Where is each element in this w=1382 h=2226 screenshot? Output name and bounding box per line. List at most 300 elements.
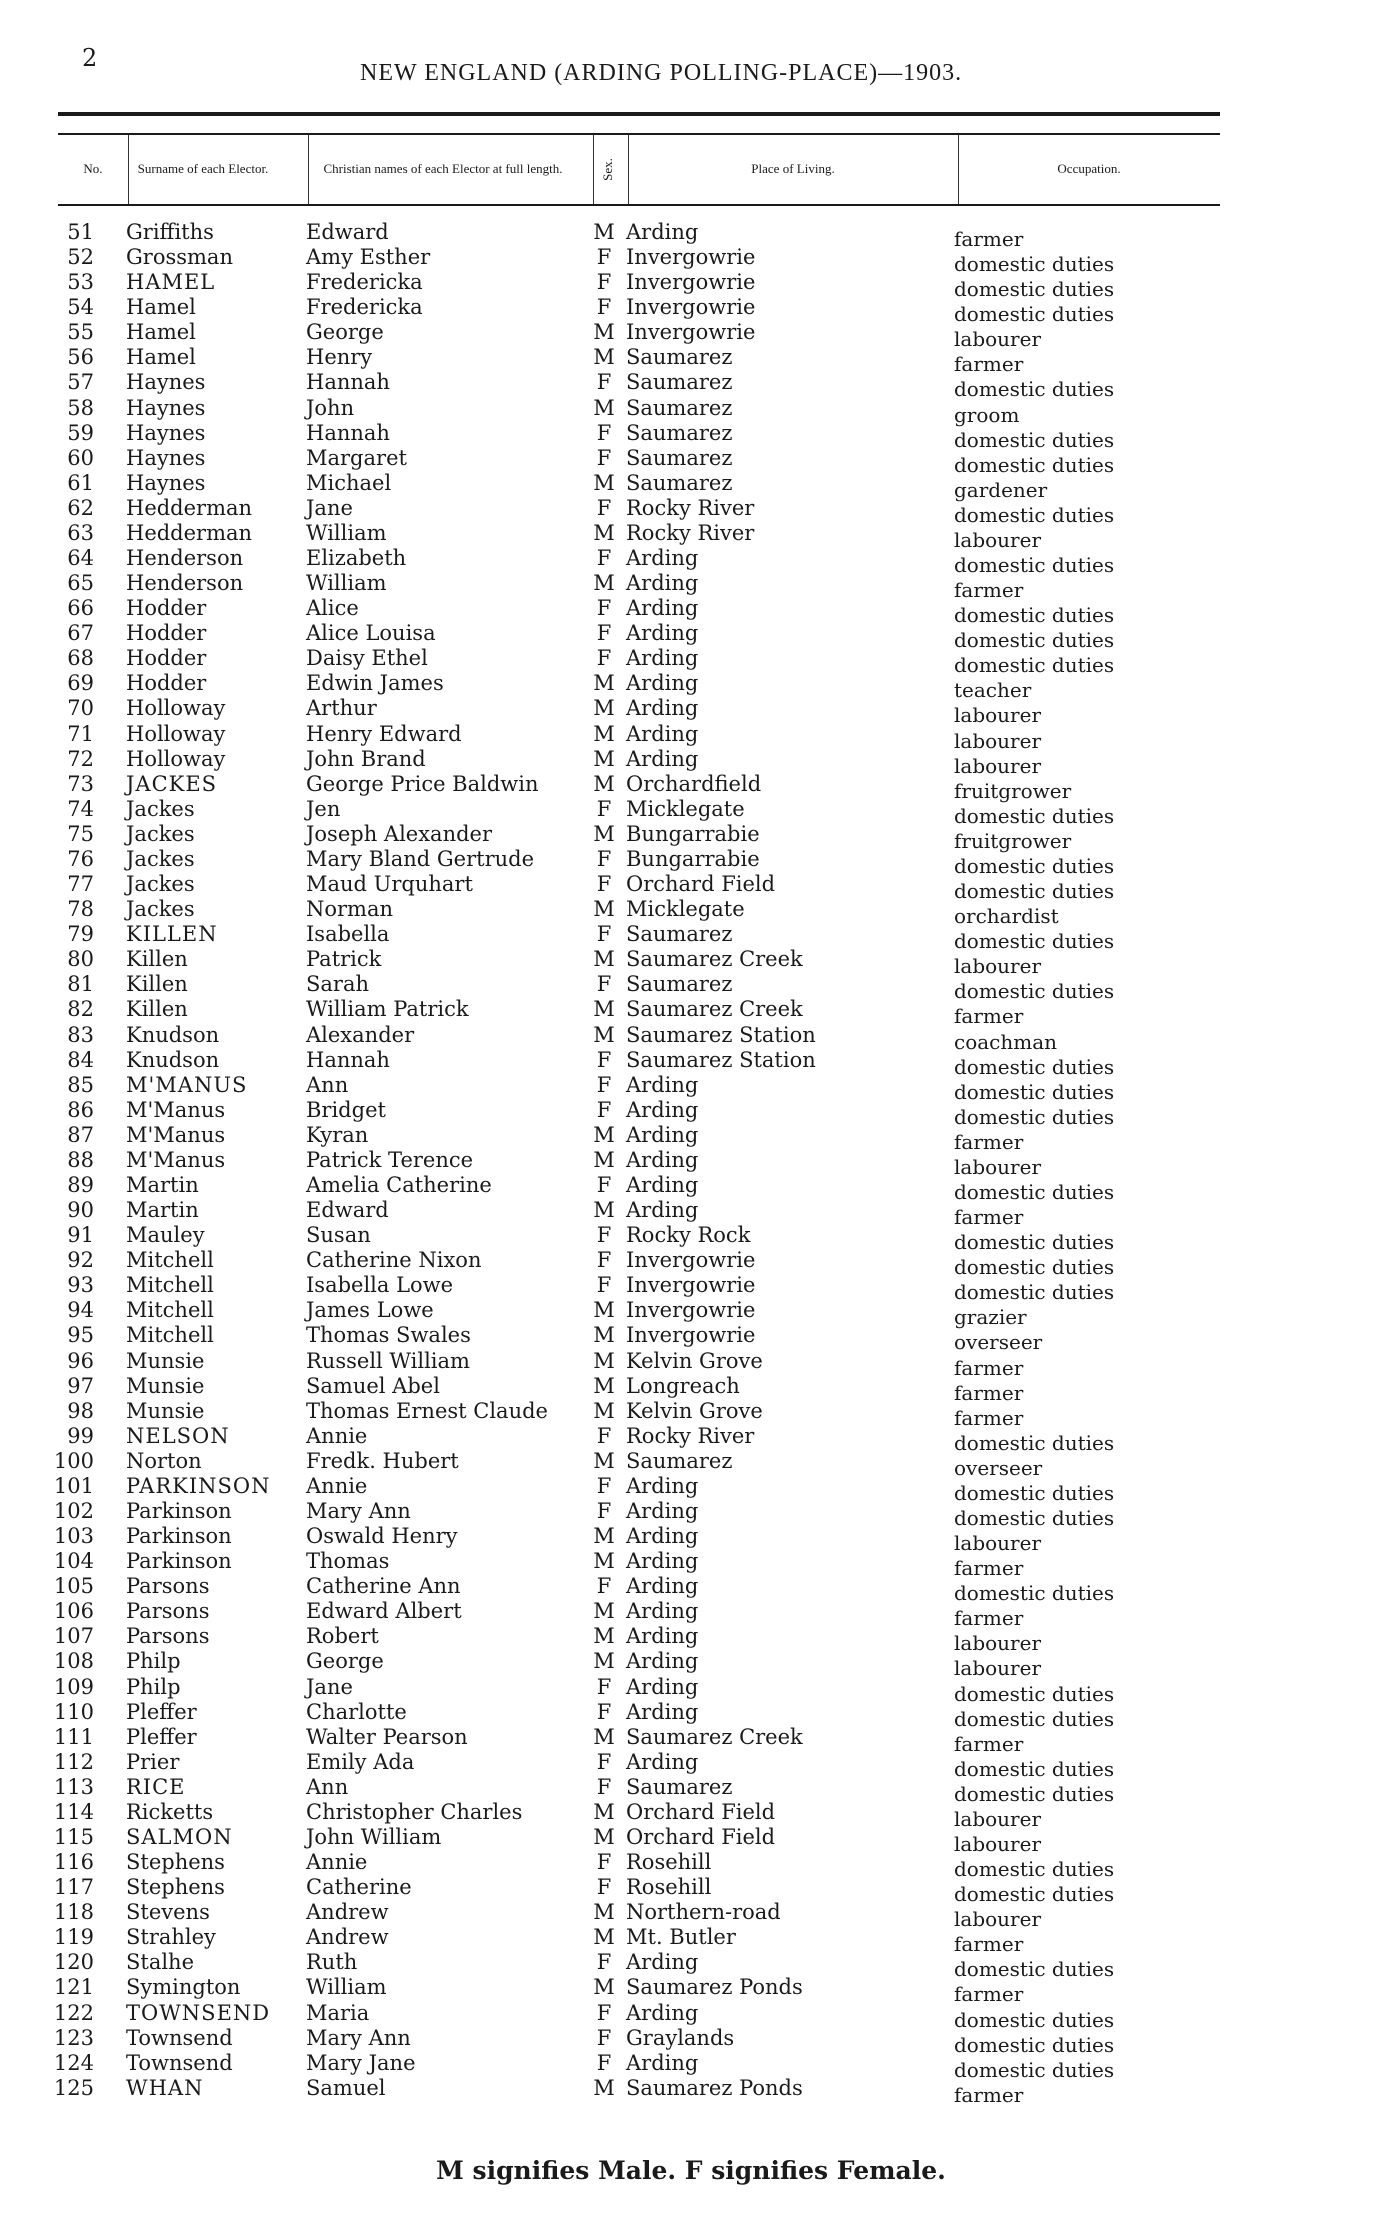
elector-occupation: grazier [954,1305,1027,1330]
elector-surname: Haynes [126,420,206,445]
elector-occupation: domestic duties [954,1480,1115,1505]
elector-place: Saumarez [626,470,733,495]
table-row [0,646,1382,678]
elector-surname: Haynes [126,370,206,395]
elector-sex: F [596,495,612,520]
header-bottom-rule [58,204,1220,206]
elector-number: 103 [53,1524,94,1549]
elector-surname: KILLEN [126,922,218,947]
elector-sex: M [593,1549,615,1574]
elector-sex: M [593,1799,615,1824]
table-row [0,1749,1382,1781]
table-row [0,746,1382,778]
elector-surname: Killen [126,972,188,997]
elector-christian-names: George [306,320,384,345]
elector-sex: F [596,1097,612,1122]
elector-number: 73 [67,771,94,796]
elector-sex: F [596,1473,612,1498]
elector-surname: Martin [126,1198,199,1223]
table-row [0,1423,1382,1455]
elector-surname: Stalhe [126,1950,195,1975]
elector-occupation: domestic duties [954,1756,1115,1781]
elector-place: Bungarrabie [626,846,760,871]
elector-number: 74 [67,796,94,821]
elector-occupation: labourer [954,527,1042,552]
elector-place: Invergowrie [626,1248,756,1273]
elector-number: 118 [53,1900,94,1925]
elector-christian-names: George [306,1649,384,1674]
elector-sex: F [596,1699,612,1724]
elector-christian-names: Bridget [306,1097,386,1122]
elector-christian-names: George Price Baldwin [306,771,539,796]
elector-occupation: domestic duties [954,1280,1115,1305]
elector-sex: F [596,1574,612,1599]
elector-place: Rocky River [626,495,755,520]
elector-christian-names: Henry [306,345,373,370]
elector-surname: Mauley [126,1223,205,1248]
elector-occupation: gardener [954,477,1048,502]
table-row [0,1448,1382,1480]
elector-number: 123 [53,2025,94,2050]
elector-occupation: labourer [954,1806,1042,1831]
elector-surname: HAMEL [126,270,216,295]
elector-surname: Hodder [126,646,207,671]
elector-christian-names: Annie [306,1473,368,1498]
elector-christian-names: Edward [306,1198,389,1223]
elector-occupation: domestic duties [954,1255,1115,1280]
table-row [0,1799,1382,1831]
table-row [0,370,1382,402]
elector-occupation: farmer [954,1004,1024,1029]
elector-surname: Killen [126,997,188,1022]
elector-christian-names: William [306,1975,387,2000]
elector-sex: M [593,1373,615,1398]
elector-number: 51 [67,220,94,244]
elector-occupation: domestic duties [954,252,1115,277]
elector-occupation: domestic duties [954,427,1115,452]
elector-christian-names: John Brand [306,746,426,771]
elector-place: Arding [626,596,699,621]
header-top-rule [58,112,1220,116]
elector-surname: Philp [126,1649,181,1674]
elector-occupation: labourer [954,753,1042,778]
elector-occupation: domestic duties [954,1581,1115,1606]
elector-christian-names: Fredk. Hubert [306,1448,459,1473]
elector-place: Arding [626,571,699,596]
elector-number: 115 [53,1825,94,1849]
elector-surname: Stephens [126,1850,225,1875]
elector-sex: M [593,1975,615,2000]
table-header [58,135,1220,204]
elector-surname: M'MANUS [126,1072,248,1097]
elector-number: 90 [67,1198,94,1223]
elector-number: 91 [67,1223,94,1248]
elector-surname: Knudson [126,1022,220,1047]
elector-sex: M [593,1825,615,1849]
elector-number: 69 [67,671,94,696]
table-row [0,846,1382,878]
elector-sex: F [596,646,612,671]
elector-occupation: farmer [954,578,1024,603]
elector-christian-names: Maud Urquhart [306,872,473,897]
elector-place: Arding [626,1524,699,1549]
table-row [0,1097,1382,1129]
elector-occupation: domestic duties [954,2007,1115,2032]
elector-place: Arding [626,1498,699,1523]
table-row [0,821,1382,853]
table-row [0,1574,1382,1606]
elector-occupation: labourer [954,703,1042,728]
elector-surname: Holloway [126,721,226,746]
elector-occupation: domestic duties [954,1957,1115,1982]
elector-christian-names: Thomas Ernest Claude [306,1398,548,1423]
table-row [0,245,1382,277]
elector-surname: Grossman [126,245,233,270]
elector-surname: Jackes [126,846,195,871]
elector-number: 81 [67,972,94,997]
elector-surname: Townsend [126,2025,233,2050]
elector-christian-names: John William [306,1825,442,1849]
elector-christian-names: Walter Pearson [306,1724,468,1749]
table-row [0,897,1382,929]
header-christian-names: Christian names of each Elector at full length. [323,161,563,177]
elector-surname: WHAN [126,2075,204,2100]
elector-number: 121 [53,1975,94,2000]
elector-christian-names: Elizabeth [306,546,407,571]
elector-number: 104 [53,1549,94,1574]
elector-christian-names: Thomas [306,1549,390,1574]
elector-christian-names: Ann [306,1072,349,1097]
elector-sex: F [596,2050,612,2075]
elector-number: 84 [67,1047,94,1072]
elector-christian-names: Susan [306,1223,371,1248]
elector-occupation: labourer [954,954,1042,979]
elector-sex: F [596,295,612,320]
table-row [0,2050,1382,2082]
elector-sex: F [596,596,612,621]
elector-occupation: domestic duties [954,1681,1115,1706]
elector-christian-names: Kyran [306,1122,369,1147]
elector-sex: M [593,997,615,1022]
elector-number: 96 [67,1348,94,1373]
elector-number: 60 [67,445,94,470]
elector-sex: M [593,1624,615,1649]
table-row [0,1223,1382,1255]
elector-occupation: domestic duties [954,377,1115,402]
elector-christian-names: Henry Edward [306,721,462,746]
elector-christian-names: Arthur [306,696,377,721]
elector-place: Arding [626,2050,699,2075]
table-row [0,1273,1382,1305]
elector-place: Saumarez Creek [626,997,803,1022]
elector-number: 97 [67,1373,94,1398]
elector-number: 67 [67,621,94,646]
elector-place: Rosehill [626,1850,712,1875]
elector-number: 72 [67,746,94,771]
table-row [0,571,1382,603]
elector-sex: F [596,1172,612,1197]
elector-place: Saumarez [626,420,733,445]
elector-place: Arding [626,1574,699,1599]
elector-sex: F [596,1498,612,1523]
elector-surname: Mitchell [126,1298,214,1323]
table-row [0,1724,1382,1756]
page-number: 2 [82,44,98,72]
elector-occupation: farmer [954,1380,1024,1405]
elector-occupation: overseer [954,1455,1043,1480]
elector-place: Kelvin Grove [626,1348,763,1373]
table-row [0,1248,1382,1280]
elector-sex: F [596,1950,612,1975]
elector-surname: Mitchell [126,1323,214,1348]
elector-sex: M [593,2075,615,2100]
elector-place: Micklegate [626,796,745,821]
elector-surname: Strahley [126,1925,216,1950]
elector-number: 102 [53,1498,94,1523]
table-row [0,1975,1382,2007]
elector-place: Orchard Field [626,1799,776,1824]
elector-place: Arding [626,746,699,771]
elector-surname: Prier [126,1749,180,1774]
elector-christian-names: Amy Esther [306,245,431,270]
elector-number: 56 [67,345,94,370]
elector-christian-names: Hannah [306,370,390,395]
elector-surname: Parsons [126,1574,210,1599]
elector-sex: F [596,1423,612,1448]
table-row [0,470,1382,502]
elector-place: Saumarez [626,345,733,370]
elector-sex: M [593,571,615,596]
elector-place: Orchard Field [626,872,776,897]
elector-surname: M'Manus [126,1147,226,1172]
elector-surname: Henderson [126,546,244,571]
elector-christian-names: Joseph Alexander [306,821,493,846]
table-row [0,1498,1382,1530]
elector-place: Invergowrie [626,1323,756,1348]
elector-sex: F [596,846,612,871]
elector-surname: Stephens [126,1875,225,1900]
elector-surname: Parsons [126,1624,210,1649]
elector-number: 54 [67,295,94,320]
elector-place: Arding [626,220,699,244]
elector-occupation: domestic duties [954,1104,1115,1129]
elector-place: Arding [626,1549,699,1574]
elector-place: Orchard Field [626,1825,776,1849]
elector-sex: F [596,245,612,270]
table-row [0,1198,1382,1230]
elector-christian-names: Oswald Henry [306,1524,458,1549]
elector-occupation: teacher [954,678,1032,703]
elector-surname: Jackes [126,796,195,821]
elector-number: 117 [53,1875,94,1900]
elector-christian-names: Robert [306,1624,379,1649]
elector-number: 66 [67,596,94,621]
table-row [0,796,1382,828]
table-row [0,1072,1382,1104]
elector-sex: M [593,721,615,746]
elector-surname: Knudson [126,1047,220,1072]
elector-place: Saumarez Creek [626,1724,803,1749]
elector-christian-names: Edwin James [306,671,444,696]
table-row [0,621,1382,653]
elector-sex: M [593,1022,615,1047]
elector-place: Mt. Butler [626,1925,736,1950]
table-row [0,1774,1382,1806]
elector-number: 59 [67,420,94,445]
elector-place: Arding [626,671,699,696]
elector-place: Saumarez Creek [626,947,803,972]
elector-number: 113 [53,1774,94,1799]
elector-surname: RICE [126,1774,186,1799]
elector-christian-names: Charlotte [306,1699,407,1724]
table-row [0,495,1382,527]
elector-place: Arding [626,1097,699,1122]
elector-surname: Parkinson [126,1549,232,1574]
elector-christian-names: Mary Jane [306,2050,416,2075]
elector-place: Arding [626,1122,699,1147]
elector-christian-names: Jane [306,1674,353,1699]
elector-number: 78 [67,897,94,922]
elector-christian-names: Catherine [306,1875,412,1900]
elector-occupation: labourer [954,327,1042,352]
table-row [0,320,1382,352]
table-row [0,1950,1382,1982]
elector-place: Arding [626,646,699,671]
elector-sex: M [593,320,615,345]
elector-christian-names: Thomas Swales [306,1323,471,1348]
elector-surname: Mitchell [126,1273,214,1298]
elector-christian-names: Ruth [306,1950,358,1975]
elector-occupation: farmer [954,227,1024,251]
elector-place: Rocky River [626,1423,755,1448]
elector-christian-names: Christopher Charles [306,1799,523,1824]
elector-surname: Mitchell [126,1248,214,1273]
elector-sex: M [593,395,615,420]
elector-place: Arding [626,2000,699,2025]
table-row [0,972,1382,1004]
elector-sex: M [593,345,615,370]
header-no: No. [83,161,103,177]
elector-number: 70 [67,696,94,721]
table-row [0,1649,1382,1681]
elector-sex: M [593,520,615,545]
elector-occupation: farmer [954,1556,1024,1581]
elector-occupation: labourer [954,1907,1042,1932]
elector-list [0,220,1382,2107]
table-row [0,721,1382,753]
elector-place: Saumarez [626,1774,733,1799]
elector-surname: Symington [126,1975,241,2000]
table-row [0,270,1382,302]
elector-number: 57 [67,370,94,395]
elector-sex: F [596,796,612,821]
elector-christian-names: Fredericka [306,270,423,295]
elector-occupation: overseer [954,1330,1043,1355]
elector-number: 89 [67,1172,94,1197]
elector-place: Saumarez [626,922,733,947]
elector-number: 58 [67,395,94,420]
elector-number: 106 [53,1599,94,1624]
table-row [0,1850,1382,1882]
elector-christian-names: Hannah [306,420,390,445]
elector-place: Orchardfield [626,771,762,796]
elector-place: Invergowrie [626,320,756,345]
elector-place: Rocky Rock [626,1223,751,1248]
table-row [0,1900,1382,1932]
elector-number: 82 [67,997,94,1022]
elector-place: Saumarez Station [626,1022,816,1047]
elector-surname: Townsend [126,2050,233,2075]
elector-surname: Philp [126,1674,181,1699]
elector-occupation: domestic duties [954,553,1115,578]
table-row [0,1323,1382,1355]
elector-place: Bungarrabie [626,821,760,846]
elector-sex: F [596,621,612,646]
elector-sex: F [596,1047,612,1072]
header-sex-label: Sex. [599,158,615,181]
elector-number: 95 [67,1323,94,1348]
elector-number: 114 [53,1799,94,1824]
elector-number: 75 [67,821,94,846]
elector-occupation: domestic duties [954,452,1115,477]
table-row [0,345,1382,377]
elector-number: 120 [53,1950,94,1975]
elector-number: 87 [67,1122,94,1147]
elector-surname: M'Manus [126,1122,226,1147]
elector-place: Invergowrie [626,1298,756,1323]
elector-place: Arding [626,1950,699,1975]
elector-christian-names: William [306,571,387,596]
elector-number: 63 [67,520,94,545]
elector-surname: Hedderman [126,520,253,545]
elector-occupation: domestic duties [954,1079,1115,1104]
elector-number: 86 [67,1097,94,1122]
elector-number: 98 [67,1398,94,1423]
elector-christian-names: Isabella Lowe [306,1273,454,1298]
elector-occupation: labourer [954,1656,1042,1681]
table-row [0,2025,1382,2057]
elector-number: 65 [67,571,94,596]
elector-place: Arding [626,1749,699,1774]
elector-occupation: farmer [954,1205,1024,1230]
elector-sex: M [593,1198,615,1223]
elector-occupation: farmer [954,1606,1024,1631]
elector-surname: Munsie [126,1348,205,1373]
elector-place: Saumarez Station [626,1047,816,1072]
elector-number: 94 [67,1298,94,1323]
elector-christian-names: Samuel Abel [306,1373,440,1398]
elector-occupation: farmer [954,1405,1024,1430]
elector-sex: F [596,1072,612,1097]
table-row [0,2000,1382,2032]
elector-sex: M [593,1925,615,1950]
elector-surname: Ricketts [126,1799,214,1824]
table-row [0,696,1382,728]
elector-occupation: domestic duties [954,1882,1115,1907]
elector-place: Kelvin Grove [626,1398,763,1423]
elector-surname: Parsons [126,1599,210,1624]
elector-surname: Griffiths [126,220,214,244]
elector-place: Arding [626,1072,699,1097]
elector-sex: F [596,1749,612,1774]
elector-number: 93 [67,1273,94,1298]
elector-christian-names: Alexander [306,1022,415,1047]
elector-number: 88 [67,1147,94,1172]
elector-number: 110 [53,1699,94,1724]
elector-sex: M [593,1900,615,1925]
elector-sex: M [593,1599,615,1624]
elector-surname: Henderson [126,571,244,596]
